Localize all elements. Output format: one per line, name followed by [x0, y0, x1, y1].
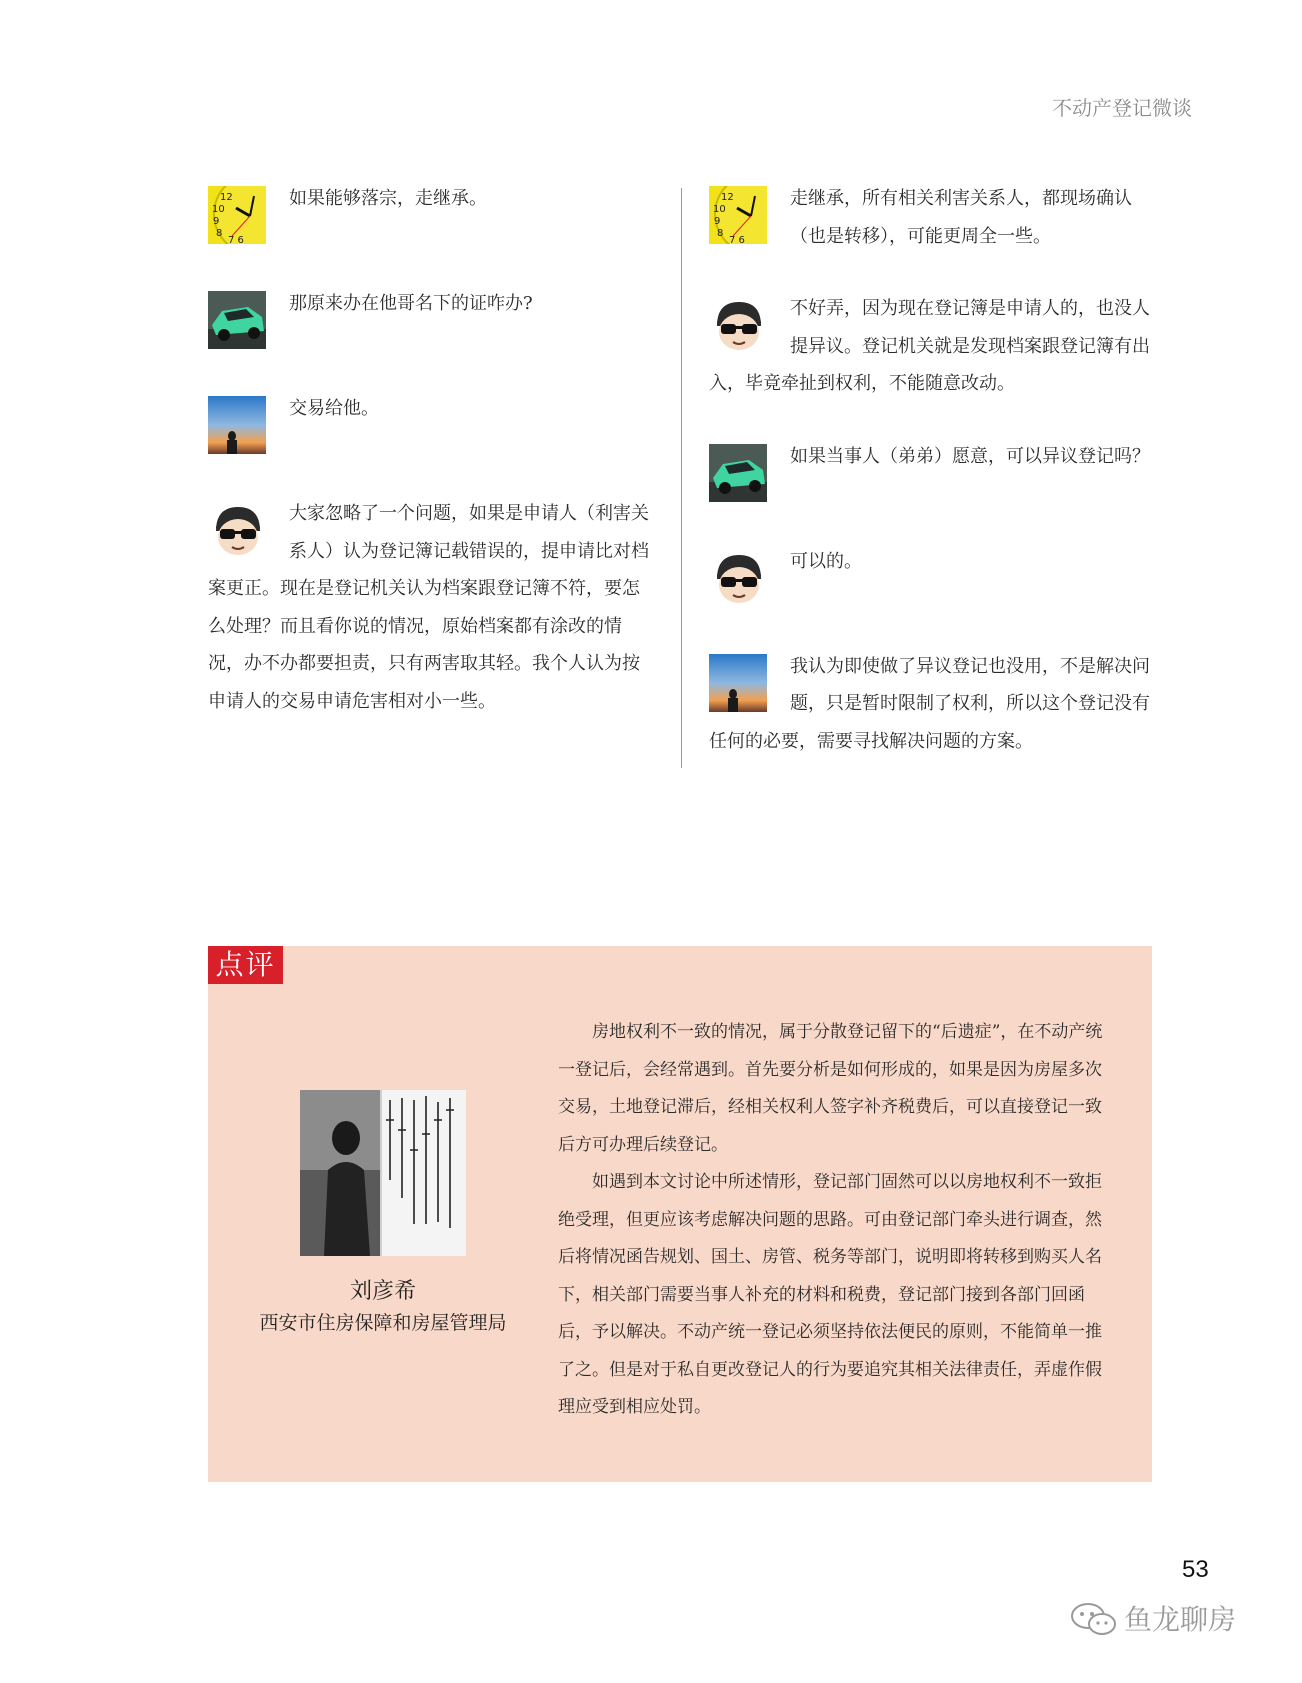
- commentary-paragraph: 房地权利不一致的情况，属于分散登记留下的“后遗症”，在不动产统一登记后，会经常遇到。首先要分析是如何形成的，如果是因为房屋多次交易，土地登记滞后，经相关权利人签字补齐税费后，可以直接登记一致后方可办理后续登记。: [558, 1022, 1103, 1155]
- sunglasses-avatar: [208, 501, 266, 559]
- page-number: 53: [1182, 1556, 1209, 1583]
- chat-message: [709, 290, 1152, 403]
- chat-message: [208, 495, 651, 720]
- author-organization: 西安市住房保障和房屋管理局: [259, 1312, 507, 1334]
- sunset-avatar: [709, 654, 767, 712]
- watermark-label: 鱼龙聊房: [1124, 1603, 1237, 1636]
- wechat-icon: [1070, 1602, 1118, 1636]
- author-photo: [300, 1090, 466, 1256]
- chat-column-right: [709, 180, 1152, 760]
- message-text: 交易给他。: [289, 398, 379, 419]
- message-text: 我认为即使做了异议登记也没用，不是解决问题，只是暂时限制了权利，所以这个登记没有任何的必要，需要寻找解决问题的方案。: [709, 655, 1150, 752]
- message-text: 如果当事人（弟弟）愿意，可以异议登记吗？: [790, 445, 1150, 467]
- chat-message: [208, 285, 651, 355]
- commentary-box: [208, 946, 1152, 1482]
- commentary-text: [558, 1014, 1118, 1427]
- clock-avatar: [208, 186, 266, 244]
- column-divider: [681, 188, 682, 768]
- message-text: 走继承，所有相关利害关系人，都现场确认（也是转移），可能更周全一些。: [790, 188, 1132, 247]
- chat-message: [709, 180, 1152, 255]
- chat-message: [709, 438, 1152, 508]
- chat-column-left: [208, 180, 651, 720]
- clock-avatar: [709, 186, 767, 244]
- chat-message: [208, 180, 651, 250]
- sunglasses-avatar: [709, 549, 767, 607]
- car-avatar: [208, 291, 266, 349]
- commentary-badge: 点评: [208, 946, 283, 984]
- message-text: 可以的。: [790, 550, 862, 572]
- watermark: [1070, 1598, 1270, 1640]
- author-name: 刘彦希: [349, 1279, 416, 1304]
- message-text: 如果能够落宗，走继承。: [289, 188, 487, 209]
- chat-message: [709, 543, 1152, 613]
- message-text: 大家忽略了一个问题，如果是申请人（利害关系人）认为登记簿记载错误的，提申请比对档案更正。现在是登记机关认为档案跟登记簿不符，要怎么处理？而且看你说的情况，原始档案都有涂改的情况，办不办都要担责，只有两害取其轻。我个人认为按申请人的交易申请危害相对小一些。: [208, 503, 649, 712]
- chat-message: [208, 390, 651, 460]
- header-title: 不动产登记微谈: [1052, 96, 1192, 120]
- message-text: 那原来办在他哥名下的证咋办?: [289, 293, 533, 314]
- car-avatar: [709, 444, 767, 502]
- chat-message: [709, 648, 1152, 761]
- sunglasses-avatar: [709, 296, 767, 354]
- commentary-paragraph: 如遇到本文讨论中所述情形，登记部门固然可以以房地权利不一致拒绝受理，但更应该考虑解决问题的思路。可由登记部门牵头进行调查，然后将情况函告规划、国土、房管、税务等部门，说明即将转移到购买人名下，相关部门需要当事人补充的材料和税费，登记部门接到各部门回函后，予以解决。不动产统一登记必须坚持依法便民的原则，不能简单一推了之。但是对于私自更改登记人的行为要追究其相关法律责任，弄虚作假理应受到相应处罚。: [558, 1172, 1102, 1417]
- sunset-avatar: [208, 396, 266, 454]
- message-text: 不好弄，因为现在登记簿是申请人的，也没人提异议。登记机关就是发现档案跟登记簿有出入，毕竟牵扯到权利，不能随意改动。: [709, 298, 1150, 394]
